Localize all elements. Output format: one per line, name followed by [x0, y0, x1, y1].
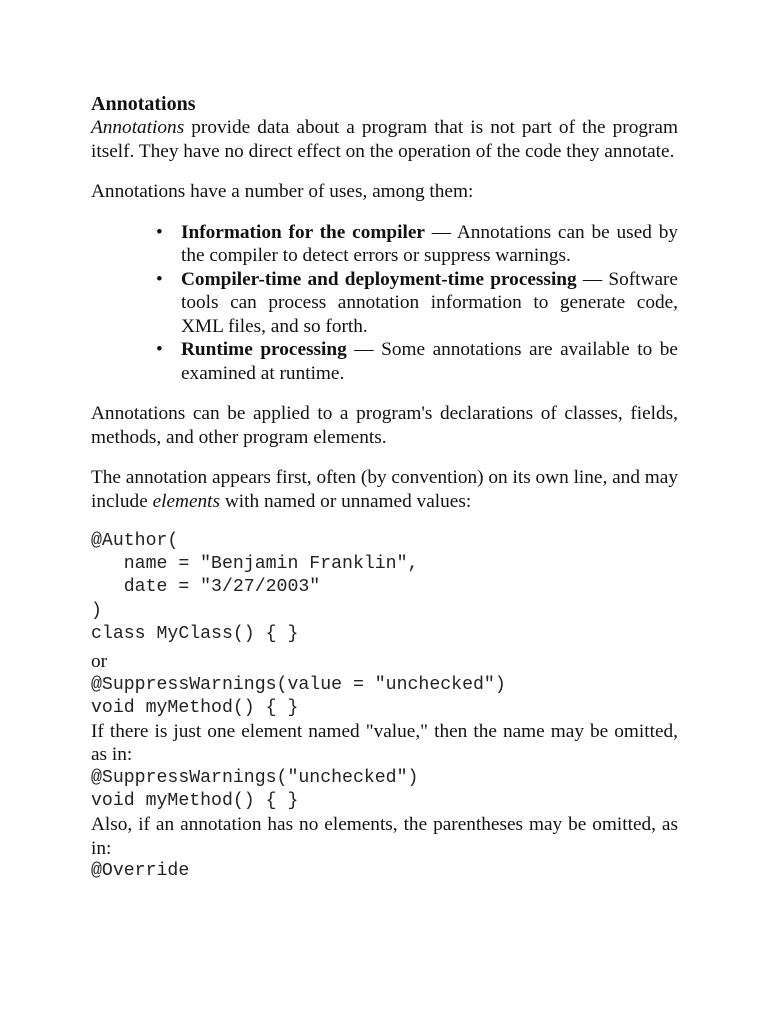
code-block-author	[91, 530, 678, 646]
code-line: )	[91, 600, 102, 621]
bullet-icon: •	[156, 268, 163, 290]
code-line: date = "3/27/2003"	[91, 577, 321, 598]
list-item-text: — Some annotations are available to be examined at runtime.	[181, 339, 678, 384]
intro-paragraph	[91, 116, 678, 163]
code-line: @SuppressWarnings(value = "unchecked")	[91, 674, 506, 695]
single-element-paragraph: If there is just one element named "value," then the name may be omitted, as in:	[91, 720, 678, 766]
list-item-term: Information for the compiler	[181, 221, 425, 243]
list-item-text: — Software tools can process annotation information to generate code, XML files, and so forth.	[181, 268, 678, 337]
code-block-suppress-unnamed	[91, 767, 678, 813]
applied-paragraph: Annotations can be applied to a program's declarations of classes, fields, methods, and other program elements.	[91, 403, 678, 448]
document-page	[91, 92, 678, 884]
uses-intro-paragraph: Annotations have a number of uses, among them:	[91, 181, 474, 202]
list-item	[156, 268, 678, 339]
code-line: @SuppressWarnings("unchecked")	[91, 767, 419, 788]
list-item-text: — Annotations can be used by the compiler to detect errors or suppress warnings.	[181, 221, 678, 266]
code-line: name = "Benjamin Franklin",	[91, 554, 419, 575]
code-line: class MyClass() { }	[91, 623, 299, 644]
intro-emphasis: Annotations	[91, 117, 185, 138]
section-heading: Annotations	[91, 93, 196, 115]
code-line: void myMethod() { }	[91, 791, 299, 812]
uses-list	[91, 221, 678, 386]
appears-emphasis: elements	[152, 490, 221, 512]
no-elements-paragraph: Also, if an annotation has no elements, the parentheses may be omitted, as in:	[91, 814, 678, 859]
code-block-override	[91, 860, 678, 883]
list-item-term: Compiler-time and deployment-time processing	[181, 268, 577, 290]
or-text: or	[91, 651, 108, 673]
list-item	[156, 221, 678, 268]
list-item-term: Runtime processing	[181, 339, 347, 360]
bullet-icon: •	[156, 339, 163, 360]
bullet-icon: •	[156, 221, 163, 243]
list-item	[156, 338, 678, 385]
code-block-suppress-named	[91, 674, 678, 720]
appears-text-before: The annotation appears first, often (by convention) on its own line, and may include	[91, 467, 678, 512]
code-line: void myMethod() { }	[91, 697, 299, 718]
code-line: @Author(	[91, 531, 179, 551]
appears-text-after: with named or unnamed values:	[220, 490, 472, 512]
intro-text: provide data about a program that is not part of the program itself. They have no direct effect on the operation of the code they annotate.	[91, 117, 678, 162]
code-line: @Override	[91, 861, 190, 882]
appears-paragraph	[91, 466, 678, 513]
